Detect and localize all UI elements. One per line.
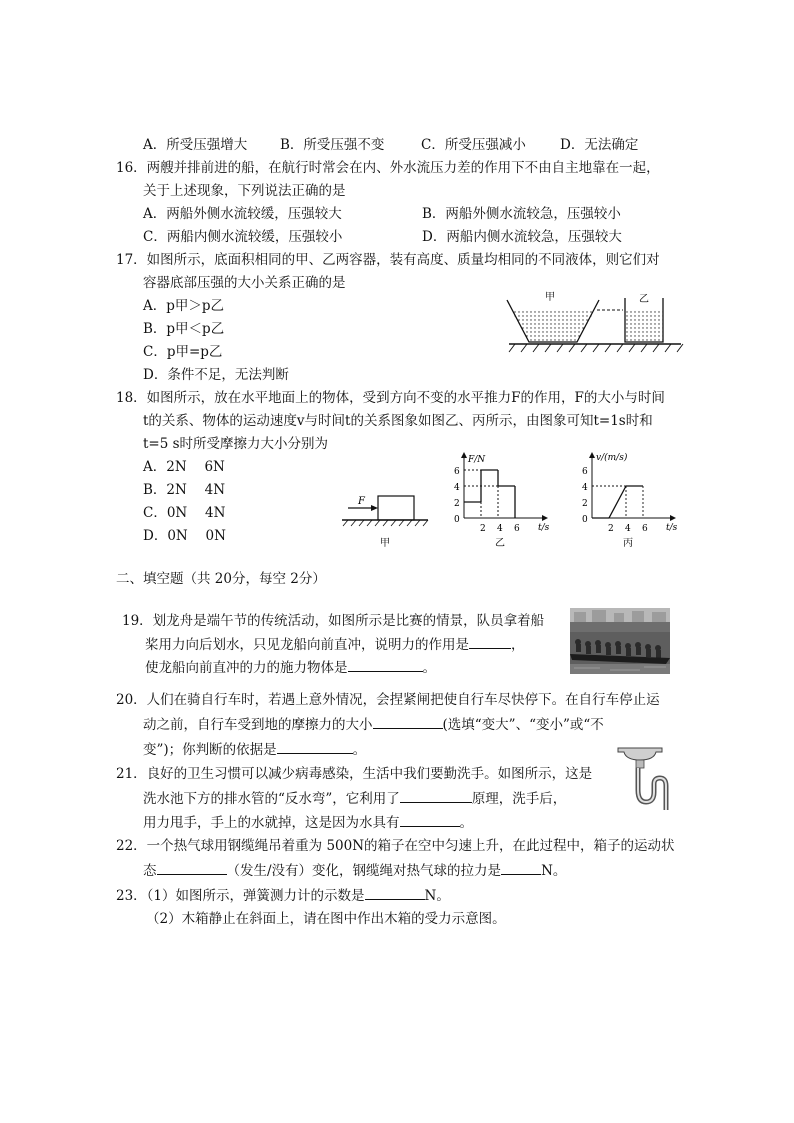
yi-y-arrow (461, 452, 467, 458)
bing-ylabel: v/(m/s) (596, 453, 628, 463)
yi-ytick-6: 6 (454, 467, 460, 477)
q17-option-c: C．p甲=p乙 (143, 344, 223, 360)
label-jia: 甲 (545, 292, 555, 303)
yi-ytick-0: 0 (454, 515, 460, 525)
yi-liquid (625, 310, 663, 342)
q18-force-time-graph (450, 450, 560, 550)
q16-stem-line1: 16．两艘并排前进的船，在航行时常会在内、外水流压力差的作用下不由自主地靠在一起， (116, 160, 660, 176)
q17-option-a: A．p甲＞p乙 (143, 298, 225, 314)
bing-xtick-2: 2 (608, 524, 614, 534)
q19-line2-end: ， (511, 637, 525, 653)
q18-stem-line3: t=5 s时所受摩擦力大小分别为 (143, 436, 329, 452)
q19-line1: 19．划龙舟是端午节的传统活动，如图所示是比赛的情景，队员拿着船 (122, 613, 545, 629)
q15-option-b: B．所受压强不变 (280, 137, 385, 153)
q21-line2 (143, 788, 566, 809)
q21-blank-1[interactable] (400, 788, 472, 803)
bing-ytick-4: 4 (582, 483, 588, 493)
yi-xtick-4: 4 (497, 524, 503, 534)
q20-line2-text: 动之前，自行车受到地的摩擦力的大小 (143, 717, 373, 733)
q23-line1 (116, 885, 450, 906)
block-ground-hatch (343, 520, 428, 526)
q15-option-a: A．所受压强增大 (143, 137, 248, 153)
q19-line2 (145, 634, 525, 655)
bing-y-arrow (589, 452, 595, 458)
bing-ytick-0: 0 (582, 515, 588, 525)
bing-xtick-4: 4 (625, 524, 631, 534)
q18-option-d: D．0N 0N (143, 528, 226, 544)
q20-line2-end: (选填“变大”、“变小”或“不 (442, 717, 604, 733)
bing-segment-1 (609, 486, 626, 518)
bing-xtick-6: 6 (642, 524, 648, 534)
q21-line3 (143, 812, 473, 833)
q17-containers-figure (505, 290, 685, 356)
q23-line1-text: 23．（1）如图所示，弹簧测力计的示数是 (116, 888, 365, 904)
q18-option-c: C．0N 4N (143, 505, 226, 521)
q19-blank-2[interactable] (348, 657, 423, 672)
bing-ytick-2: 2 (582, 499, 588, 509)
q20-blank-2[interactable] (277, 739, 353, 754)
q20-blank-1[interactable] (373, 714, 443, 729)
q16-option-b: B．两船外侧水流较急，压强较小 (422, 206, 621, 222)
q22-blank-2[interactable] (501, 860, 541, 875)
q22-line2-text: 态 (143, 863, 157, 879)
q19-blank-1[interactable] (469, 634, 511, 649)
q17-stem-line2: 容器底部压强的大小关系正确的是 (143, 275, 346, 291)
q17-option-b: B．p甲＜p乙 (143, 321, 225, 337)
caption-bing: 丙 (623, 538, 633, 549)
q18-stem-line1: 18．如图所示，放在水平地面上的物体，受到方向不变的水平推力F的作用，F的大小与时间 (116, 390, 665, 406)
q16-option-a: A．两船外侧水流较缓，压强较大 (143, 206, 342, 222)
q18-option-b: B．2N 4N (143, 482, 226, 498)
yi-ytick-4: 4 (454, 483, 460, 493)
q16-option-c: C．两船内侧水流较缓，压强较小 (143, 229, 343, 245)
q23-blank-1[interactable] (365, 885, 425, 900)
q19-line2-text: 桨用力向后划水，只见龙船向前直冲，说明力的作用是 (145, 637, 469, 653)
q19-line3 (145, 657, 436, 678)
section2-heading: 二、填空题（共 20分，每空 2分） (116, 571, 326, 587)
q21-blank-2[interactable] (400, 812, 460, 827)
q20-line2 (143, 714, 604, 735)
dragon-boat-photo (570, 608, 670, 674)
sink-basin (618, 748, 662, 760)
q22-line2-end: N。 (541, 863, 567, 879)
bing-ytick-6: 6 (582, 467, 588, 477)
trap-pipe (638, 768, 666, 810)
q15-option-c: C．所受压强减小 (421, 137, 526, 153)
q21-line2-end: 原理，洗手后， (471, 791, 567, 807)
yi-xtick-2: 2 (480, 524, 486, 534)
yi-xtick-6: 6 (514, 524, 520, 534)
ground-hatch (509, 344, 683, 352)
q18-velocity-time-graph (578, 450, 688, 550)
block (378, 496, 414, 520)
q20-line3-text: 变”)；你判断的依据是 (143, 742, 277, 758)
label-yi: 乙 (639, 294, 649, 305)
q19-line3-end: 。 (422, 660, 436, 676)
yi-x-arrow (542, 515, 548, 521)
q15-option-d: D．无法确定 (560, 137, 639, 153)
yi-ylabel: F/N (468, 455, 486, 465)
q20-line3 (143, 739, 366, 760)
q23-line2: （2）木箱静止在斜面上，请在图中作出木箱的受力示意图。 (146, 911, 506, 927)
q19-line3-text: 使龙船向前直冲的力的施力物体是 (145, 660, 348, 676)
caption-jia: 甲 (380, 538, 390, 549)
q16-stem-line2: 关于上述现象，下列说法正确的是 (143, 183, 346, 199)
force-arrow-head (371, 505, 378, 511)
q21-line3-text: 用力甩手，手上的水就掉，这是因为水具有 (143, 815, 400, 831)
yi-ytick-2: 2 (454, 499, 460, 509)
q20-line1: 20．人们在骑自行车时，若遇上意外情况，会捏紧闸把使自行车尽快停下。在自行车停止运 (116, 692, 660, 708)
q16-option-d: D．两船内侧水流较急，压强较大 (422, 229, 622, 245)
q17-stem-line1: 17．如图所示，底面积相同的甲、乙两容器，装有高度、质量均相同的不同液体，则它们对 (116, 252, 660, 268)
yi-xlabel: t/s (538, 523, 550, 533)
jia-liquid (511, 310, 595, 342)
q18-stem-line2: t的关系、物体的运动速度v与时间t的关系图象如图乙、丙所示，由图象可知t=1s时和 (143, 413, 653, 429)
q18-block-figure (340, 490, 430, 550)
bing-xlabel: t/s (666, 523, 678, 533)
q20-line3-end: 。 (352, 742, 367, 758)
sink-drain (636, 760, 644, 768)
q22-line2 (143, 860, 566, 881)
sink-trap-figure (616, 744, 676, 812)
q22-line1: 22．一个热气球用钢缆绳吊着重为 500N的箱子在空中匀速上升，在此过程中，箱子的运动状 (116, 838, 675, 854)
q23-line1-end: N。 (424, 888, 450, 904)
q21-line2-text: 洗水池下方的排水管的“反水弯”，它利用了 (143, 791, 400, 807)
q17-option-d: D．条件不足，无法判断 (143, 367, 289, 383)
q21-line3-end: 。 (459, 815, 473, 831)
caption-yi: 乙 (495, 538, 505, 549)
bing-x-arrow (670, 515, 676, 521)
q22-line2-mid: （发生/没有）变化，钢缆绳对热气球的拉力是 (226, 863, 502, 879)
q18-option-a: A．2N 6N (143, 459, 225, 475)
q21-line1: 21．良好的卫生习惯可以减少病毒感染，生活中我们要勤洗手。如图所示，这是 (116, 766, 593, 782)
q22-blank-1[interactable] (157, 860, 227, 875)
force-label: F (358, 496, 365, 507)
